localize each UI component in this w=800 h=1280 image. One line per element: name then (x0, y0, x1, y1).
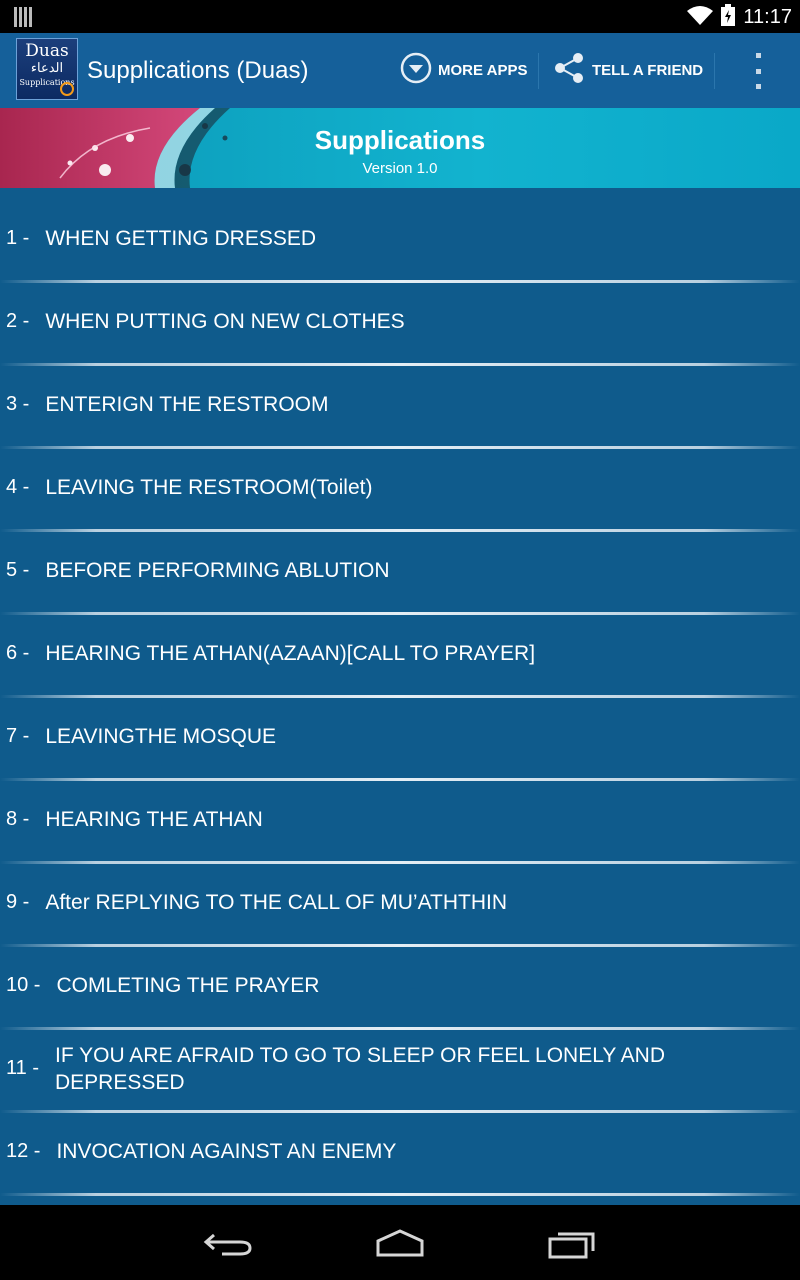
banner-version: Version 1.0 (362, 160, 438, 177)
item-number: 5 - (6, 559, 30, 581)
tell-a-friend-label: TELL A FRIEND (592, 61, 704, 79)
item-number: 8 - (6, 808, 30, 830)
supplications-list (0, 200, 800, 1196)
app-logo-text-3: Supplications (19, 78, 75, 87)
header-banner (0, 108, 800, 188)
wifi-icon (687, 5, 713, 30)
banner-title: Supplications (314, 125, 486, 155)
navigation-bar (0, 1205, 800, 1280)
list-item[interactable] (0, 947, 800, 1030)
item-label: WHEN PUTTING ON NEW CLOTHES (45, 310, 405, 333)
item-label: INVOCATION AGAINST AN ENEMY (56, 1140, 397, 1163)
item-label: WHEN GETTING DRESSED (45, 227, 317, 250)
back-icon[interactable] (200, 1227, 260, 1261)
item-number: 7 - (6, 725, 30, 747)
battery-icon (721, 4, 735, 31)
app-logo-text-2: الدعاء (30, 61, 64, 76)
list-item[interactable] (0, 1030, 800, 1113)
app-logo[interactable] (16, 38, 78, 100)
more-apps-button[interactable] (400, 49, 527, 91)
item-label: BEFORE PERFORMING ABLUTION (45, 559, 390, 582)
list-item[interactable] (0, 698, 800, 781)
item-label: IF YOU ARE AFRAID TO GO TO SLEEP OR FEEL LONELY AND DEPRESSED (54, 1043, 665, 1094)
item-number: 10 - (6, 974, 41, 996)
tell-a-friend-button[interactable] (552, 49, 703, 91)
item-label: HEARING THE ATHAN(AZAAN)[CALL TO PRAYER] (45, 642, 536, 665)
home-icon[interactable] (370, 1227, 430, 1261)
item-label: LEAVINGTHE MOSQUE (45, 725, 276, 748)
item-label: ENTERIGN THE RESTROOM (45, 393, 329, 416)
item-number: 12 - (6, 1140, 41, 1162)
item-number: 9 - (6, 891, 30, 913)
item-number: 1 - (6, 227, 30, 249)
sim-icon (14, 7, 32, 32)
item-number: 2 - (6, 310, 30, 332)
list-item[interactable] (0, 615, 800, 698)
list-item[interactable] (0, 366, 800, 449)
list-item[interactable] (0, 781, 800, 864)
recent-apps-icon[interactable] (542, 1227, 602, 1261)
app-title: Supplications (Duas) (87, 57, 309, 84)
logo-ring-icon (60, 82, 74, 96)
list-item[interactable] (0, 864, 800, 947)
share-icon (552, 51, 586, 89)
action-separator (714, 53, 715, 89)
item-number: 11 - (6, 1057, 39, 1079)
list-item[interactable] (0, 449, 800, 532)
list-item[interactable] (0, 1113, 800, 1196)
action-bar (0, 33, 800, 108)
overflow-menu-icon[interactable] (748, 53, 768, 89)
app-logo-text-1: Duas (25, 41, 69, 61)
list-item[interactable] (0, 200, 800, 283)
list-item[interactable] (0, 283, 800, 366)
item-number: 6 - (6, 642, 30, 664)
status-clock: 11:17 (743, 5, 792, 28)
status-bar (0, 0, 800, 33)
item-label: After REPLYING TO THE CALL OF MU’ATHTHIN (45, 891, 508, 914)
dropdown-circle-icon (400, 52, 432, 88)
item-number: 3 - (6, 393, 30, 415)
action-separator (538, 53, 539, 89)
item-label: COMLETING THE PRAYER (56, 974, 320, 997)
more-apps-label: MORE APPS (438, 61, 528, 79)
item-label: HEARING THE ATHAN (45, 808, 263, 831)
list-item[interactable] (0, 532, 800, 615)
divider (0, 1193, 800, 1196)
item-number: 4 - (6, 476, 30, 498)
item-label: LEAVING THE RESTROOM(Toilet) (45, 476, 373, 499)
